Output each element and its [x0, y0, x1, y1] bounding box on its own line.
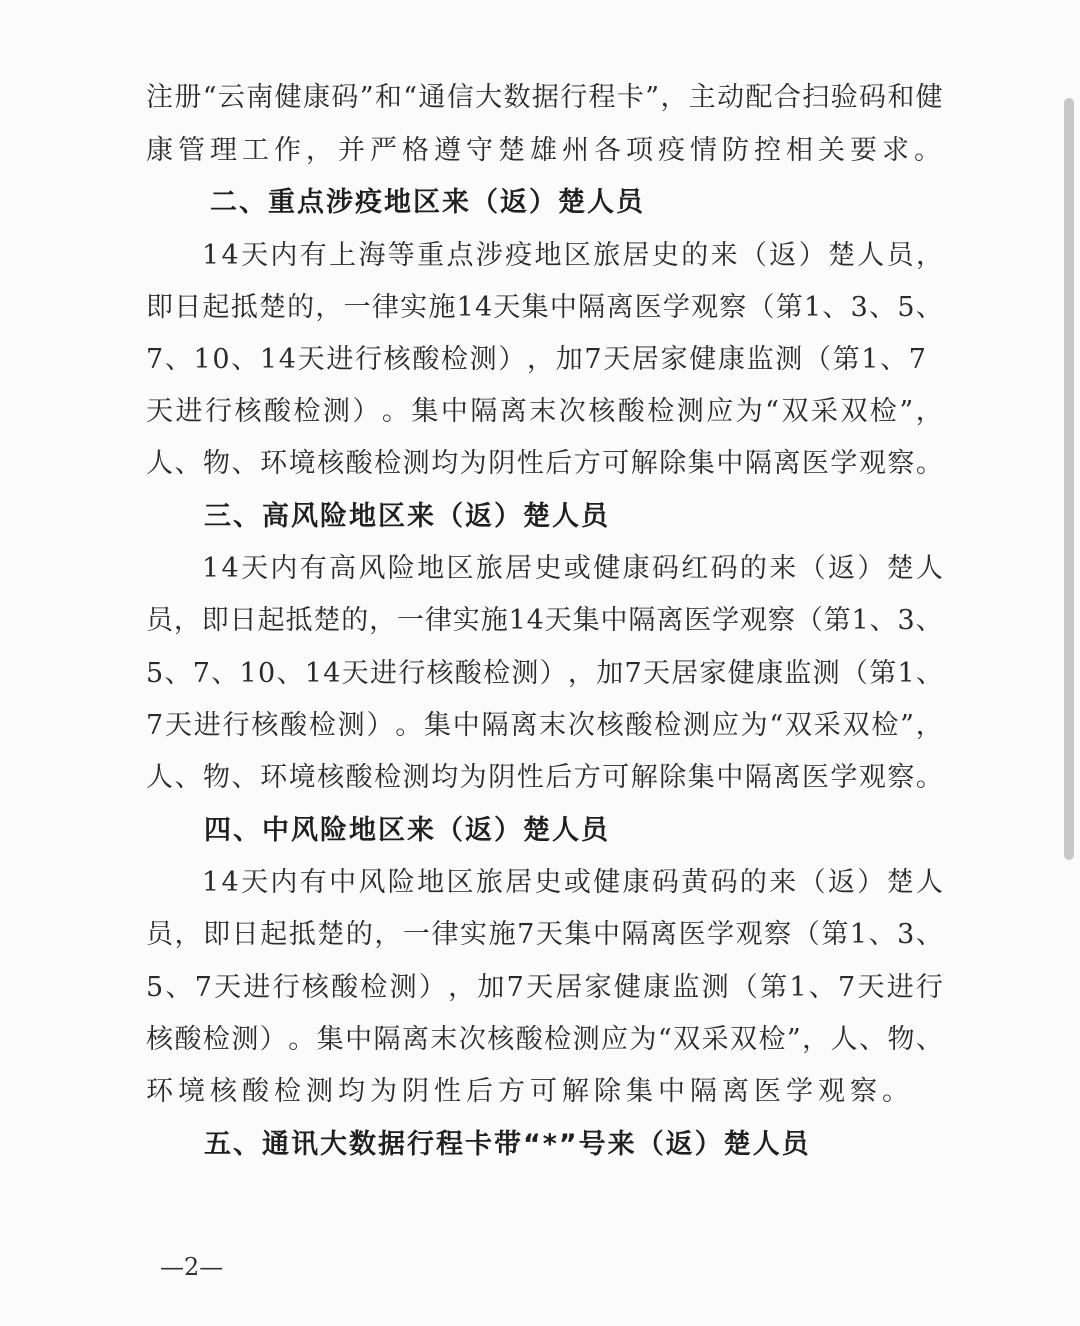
paragraph-line: 人 、 物 、 环 境 核 酸 检 测 均 为 阴 性 后 方 可 解 除 集 中 隔 离 医 学 观 察 。 — [146, 448, 943, 479]
paragraph-line: 即 日 起 抵 楚 的 ， 一 律 实 施 1 4 天 集 中 隔 离 医 学 观 察 （ 第 1 、 3 、 5 、 — [146, 292, 943, 323]
paragraph-line: 员 ， 即 日 起 抵 楚 的 ， 一 律 实 施 1 4 天 集 中 隔 离 医 学 观 察 （ 第 1 、 3 、 — [146, 605, 943, 636]
section-heading: 三、高风险地区来（返）楚人员 — [204, 501, 610, 532]
paragraph-line: 1 4 天 内 有 上 海 等 重 点 涉 疫 地 区 旅 居 史 的 来 （ 返 ） 楚 人 员 ， — [202, 240, 943, 271]
paragraph-line: 7 、 1 0 、 1 4 天 进 行 核 酸 检 测 ） ， 加 7 天 居 家 健 康 监 测 （ 第 1 、 7 — [146, 344, 926, 375]
paragraph-line: 1 4 天 内 有 高 风 险 地 区 旅 居 史 或 健 康 码 红 码 的 来 （ 返 ） 楚 人 — [202, 553, 943, 584]
paragraph-line: 员 ， 即 日 起 抵 楚 的 ， 一 律 实 施 7 天 集 中 隔 离 医 学 观 察 （ 第 1 、 3 、 — [146, 919, 943, 950]
paragraph-line: 天 进 行 核 酸 检 测 ） 。 集 中 隔 离 末 次 核 酸 检 测 应 为 “ 双 采 双 检 ” ， — [146, 396, 943, 427]
section-heading: 四、中风险地区来（返）楚人员 — [204, 815, 610, 846]
section-heading: 二、重点涉疫地区来（返）楚人员 — [210, 187, 645, 218]
paragraph-line: 人 、 物 、 环 境 核 酸 检 测 均 为 阴 性 后 方 可 解 除 集 中 隔 离 医 学 观 察 。 — [146, 762, 943, 793]
paragraph-line: 注 册 “ 云 南 健 康 码 ” 和 “ 通 信 大 数 据 行 程 卡 ” ， 主 动 配 合 扫 验 码 和 健 — [146, 82, 943, 113]
section-heading: 五、通讯大数据行程卡带“*”号来（返）楚人员 — [204, 1129, 811, 1160]
scrollbar[interactable] — [1064, 98, 1074, 860]
paragraph-line: 环境核酸检测均为阴性后方可解除集中隔离医学观察。 — [146, 1076, 914, 1107]
paragraph-line: 核 酸 检 测 ） 。 集 中 隔 离 末 次 核 酸 检 测 应 为 “ 双 采 双 检 ” ， 人 、 物 、 — [146, 1024, 943, 1055]
paragraph-line: 1 4 天 内 有 中 风 险 地 区 旅 居 史 或 健 康 码 黄 码 的 来 （ 返 ） 楚 人 — [202, 867, 943, 898]
paragraph-line: 康管理工作，并严格遵守楚雄州各项疫情防控相关要求。 — [146, 135, 946, 166]
paragraph-line: 7 天 进 行 核 酸 检 测 ） 。 集 中 隔 离 末 次 核 酸 检 测 应 为 “ 双 采 双 检 ” ， — [146, 710, 943, 741]
paragraph-line: 5 、 7 、 1 0 、 1 4 天 进 行 核 酸 检 测 ） ， 加 7 天 居 家 健 康 监 测 （ 第 1 、 — [146, 658, 943, 689]
paragraph-line: 5 、 7 天 进 行 核 酸 检 测 ） ， 加 7 天 居 家 健 康 监 测 （ 第 1 、 7 天 进 行 — [146, 972, 943, 1003]
page-number: —2— — [160, 1253, 224, 1281]
